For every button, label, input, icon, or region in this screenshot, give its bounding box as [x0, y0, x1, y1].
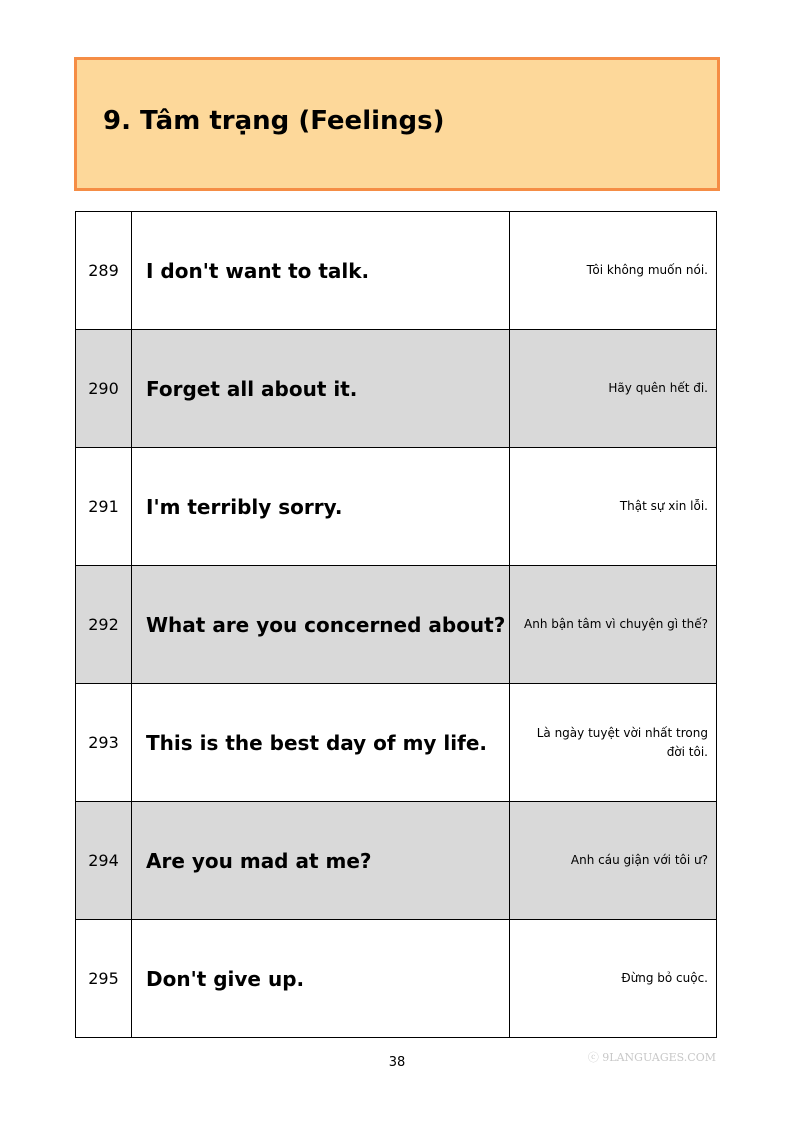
phrase-number: 289	[76, 212, 132, 330]
table-row	[76, 330, 717, 448]
table-row	[76, 802, 717, 920]
phrase-number: 291	[76, 448, 132, 566]
vietnamese-translation: Anh cáu giận với tôi ư?	[510, 802, 717, 920]
english-phrase: This is the best day of my life.	[132, 684, 510, 802]
phrase-number: 295	[76, 920, 132, 1038]
vietnamese-translation: Thật sự xin lỗi.	[510, 448, 717, 566]
table-row	[76, 566, 717, 684]
table-row	[76, 684, 717, 802]
english-phrase: Don't give up.	[132, 920, 510, 1038]
phrase-number: 294	[76, 802, 132, 920]
english-phrase: What are you concerned about?	[132, 566, 510, 684]
section-title: 9. Tâm trạng (Feelings)	[103, 106, 445, 136]
vietnamese-translation: Là ngày tuyệt vời nhất trong đời tôi.	[510, 684, 717, 802]
english-phrase: I don't want to talk.	[132, 212, 510, 330]
table-row	[76, 212, 717, 330]
phrase-number: 292	[76, 566, 132, 684]
vietnamese-translation: Anh bận tâm vì chuyện gì thế?	[510, 566, 717, 684]
english-phrase: I'm terribly sorry.	[132, 448, 510, 566]
section-header	[74, 57, 720, 191]
phrase-number: 293	[76, 684, 132, 802]
english-phrase: Are you mad at me?	[132, 802, 510, 920]
vietnamese-translation: Tôi không muốn nói.	[510, 212, 717, 330]
table-row	[76, 920, 717, 1038]
phrase-table	[75, 211, 717, 1038]
vietnamese-translation: Đừng bỏ cuộc.	[510, 920, 717, 1038]
copyright-notice: ⓒ 9LANGUAGES.COM	[587, 1051, 716, 1064]
english-phrase: Forget all about it.	[132, 330, 510, 448]
page-number: 38	[388, 1055, 406, 1070]
table-row	[76, 448, 717, 566]
phrase-number: 290	[76, 330, 132, 448]
vietnamese-translation: Hãy quên hết đi.	[510, 330, 717, 448]
